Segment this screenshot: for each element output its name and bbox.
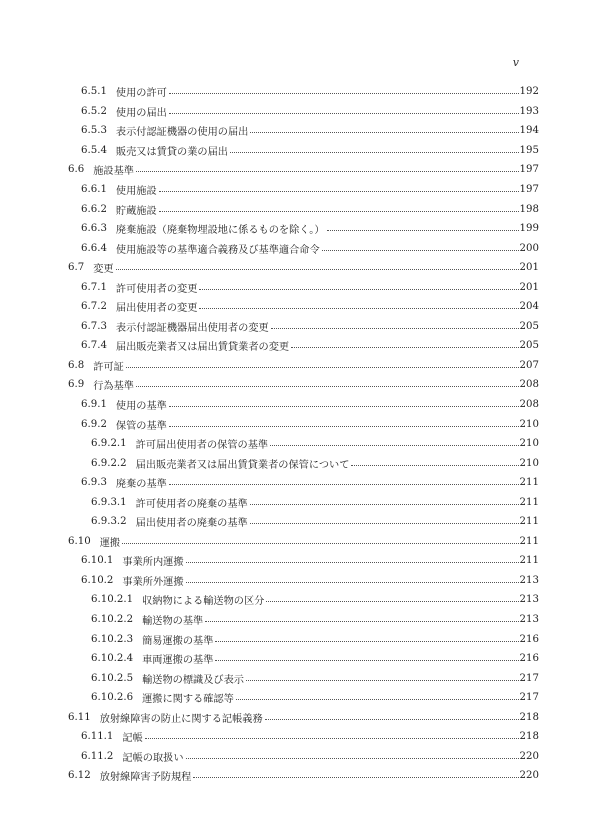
toc-entry-number: 6.12: [68, 770, 91, 782]
dot-leader: [199, 307, 518, 309]
toc-entry-number: 6.10.2: [81, 574, 114, 586]
toc-entry: [66, 590, 539, 610]
toc-entry: [66, 747, 539, 767]
toc-entry-number: 6.5.1: [81, 86, 107, 98]
toc-entry-title: 販売又は賃貸の業の届出: [115, 146, 228, 158]
toc-entry-page: 218: [519, 731, 539, 743]
toc-entry-title: 表示付認証機器届出使用者の変更: [115, 322, 269, 334]
toc-entry-title: 放射線障害予防規程: [99, 772, 192, 784]
toc-entry-title: 事業所内運搬: [122, 557, 184, 569]
toc-entry: [66, 336, 539, 356]
toc-entry-title: 記帳: [122, 733, 143, 745]
toc-entry-number: 6.6.1: [81, 184, 107, 195]
toc-entry-title: 届出使用者の変更: [115, 303, 198, 315]
toc-entry-page: 213: [519, 594, 539, 606]
toc-entry-page: 194: [519, 125, 539, 137]
toc-entry: [66, 629, 539, 649]
toc-entry-number: 6.7.4: [81, 340, 107, 352]
dot-leader: [230, 151, 519, 153]
dot-leader: [159, 190, 519, 192]
toc-entry-title: 廃棄の基準: [115, 479, 167, 491]
toc-entry-page: 210: [519, 438, 539, 450]
toc-entry-title: 使用施設等の基準適合義務及び基準適合命令: [115, 244, 320, 256]
toc-entry-page: 210: [519, 457, 539, 469]
toc-entry-number: 6.9.2.1: [91, 438, 127, 450]
dot-leader: [270, 444, 518, 446]
toc-entry: [66, 317, 539, 337]
toc-entry-number: 6.10.1: [81, 555, 114, 567]
toc-entry-title: 表示付認証機器の使用の届出: [115, 127, 249, 139]
dot-leader: [266, 600, 518, 602]
toc-entry: [66, 414, 539, 434]
toc-entry-number: 6.7.2: [81, 301, 107, 313]
toc-entry-title: 放射線障害の防止に関する記帳義務: [99, 713, 263, 725]
dot-leader: [122, 542, 518, 544]
toc-entry-page: 213: [519, 614, 539, 626]
dot-leader: [169, 425, 519, 427]
toc-entry-number: 6.10.2.2: [91, 614, 134, 626]
toc-entry-title: 運搬に関する確認等: [142, 694, 234, 706]
dot-leader: [250, 503, 519, 505]
toc-entry: [66, 82, 539, 102]
toc-entry-title: 届出使用者の廃棄の基準: [135, 518, 248, 530]
toc-entry: [66, 532, 539, 552]
toc-entry-title: 施設基準: [93, 166, 134, 178]
dot-leader: [169, 92, 519, 94]
dot-leader: [136, 170, 519, 172]
toc-entry-number: 6.7.3: [81, 320, 107, 332]
toc-entry-number: 6.7.1: [81, 281, 107, 293]
toc-entry-number: 6.9.2: [81, 418, 107, 430]
toc-entry-page: 201: [519, 262, 539, 274]
toc-entry: [66, 258, 539, 278]
toc-entry-number: 6.10: [68, 535, 91, 547]
toc-entry: [66, 297, 539, 317]
toc-entry-page: 213: [519, 574, 539, 586]
toc-entry-page: 217: [519, 692, 539, 704]
toc-entry-page: 193: [519, 105, 539, 117]
toc-entry-page: 208: [519, 399, 539, 411]
toc-entry-title: 輸送物の基準: [142, 616, 204, 628]
toc-entry-page: 220: [519, 750, 539, 762]
toc-entry-title: 車両運搬の基準: [142, 655, 214, 667]
toc-entry-title: 使用の基準: [115, 401, 167, 413]
toc-entry: [66, 434, 539, 454]
dot-leader: [327, 229, 519, 231]
dot-leader: [126, 366, 519, 368]
toc-entry-title: 記帳の取扱い: [122, 752, 184, 764]
toc-entry-number: 6.9.1: [81, 399, 107, 411]
toc-entry-title: 届出販売業者又は届出賃貸業者の変更: [115, 342, 290, 354]
dot-leader: [215, 640, 518, 642]
dot-leader: [215, 659, 518, 661]
toc-entry-number: 6.11: [68, 711, 91, 723]
toc-entry-page: 199: [519, 223, 539, 235]
toc-entry: [66, 160, 539, 180]
toc-entry-page: 211: [519, 555, 539, 567]
dot-leader: [145, 737, 519, 739]
dot-leader: [169, 112, 519, 114]
toc-entry: [66, 473, 539, 493]
toc-entry-title: 許可使用者の変更: [115, 283, 198, 295]
toc-entry-title: 廃棄施設（廃棄物埋設地に係るものを除く。）: [115, 225, 325, 237]
toc-entry-title: 使用の許可: [115, 88, 167, 100]
toc-entry: [66, 102, 539, 122]
toc-entry-number: 6.9.3.1: [91, 496, 127, 508]
toc-entry-page: 204: [519, 301, 539, 313]
toc-entry-number: 6.8: [68, 359, 85, 371]
toc-entry: [66, 688, 539, 708]
toc-entry-number: 6.10.2.4: [91, 653, 134, 665]
dot-leader: [265, 718, 519, 720]
toc-entry-number: 6.9.3: [81, 477, 107, 489]
toc-entry-page: 210: [519, 418, 539, 430]
toc-entry: [66, 375, 539, 395]
dot-leader: [351, 464, 518, 466]
toc-entry-number: 6.11.1: [81, 731, 114, 743]
toc-entry: [66, 610, 539, 630]
dot-leader: [116, 268, 519, 270]
toc-entry: [66, 492, 539, 512]
toc-entry: [66, 727, 539, 747]
toc-entry: [66, 356, 539, 376]
toc-entry-title: 許可使用者の廃棄の基準: [135, 498, 248, 510]
toc-entry-page: 220: [519, 770, 539, 782]
toc-entry: [66, 668, 539, 688]
toc-entry: [66, 571, 539, 591]
toc-entry-title: 輸送物の標識及び表示: [142, 674, 244, 686]
toc-entry-number: 6.6: [68, 164, 85, 176]
toc-entry-page: 192: [519, 86, 539, 98]
toc-entry: [66, 121, 539, 141]
toc-entry: [66, 277, 539, 297]
toc-entry-page: 211: [519, 535, 539, 547]
toc-entry-number: 6.6.4: [81, 242, 107, 254]
dot-leader: [159, 210, 519, 212]
toc-entry-page: 211: [519, 477, 539, 489]
toc-entry-number: 6.10.2.3: [91, 633, 134, 645]
toc-entry-title: 簡易運搬の基準: [142, 635, 214, 647]
toc-entry-title: 保管の基準: [115, 420, 167, 432]
toc-entry-number: 6.9.3.2: [91, 516, 127, 528]
toc-entry-number: 6.5.3: [81, 125, 107, 137]
toc-entry-page: 200: [519, 242, 539, 254]
toc-entry-title: 運搬: [99, 537, 121, 549]
toc-entry-number: 6.10.2.1: [91, 594, 134, 606]
toc-entry-number: 6.5.2: [81, 105, 107, 117]
toc-entry-number: 6.10.2.6: [91, 692, 134, 704]
toc-entry: [66, 512, 539, 532]
toc-entry-page: 216: [519, 653, 539, 665]
toc-entry-page: 197: [519, 184, 539, 195]
toc-entry-number: 6.9.2.2: [91, 457, 127, 469]
toc-entry-page: 198: [519, 203, 539, 215]
toc-entry-number: 6.5.4: [81, 144, 107, 156]
toc-entry-number: 6.11.2: [81, 750, 114, 762]
table-of-contents: [66, 82, 539, 786]
toc-entry-title: 変更: [93, 264, 114, 276]
toc-entry-title: 使用施設: [115, 186, 157, 197]
dot-leader: [186, 757, 519, 759]
dot-leader: [193, 776, 518, 778]
dot-leader: [199, 288, 518, 290]
toc-entry-page: 211: [519, 516, 539, 528]
toc-entry: [66, 238, 539, 258]
toc-entry-page: 201: [519, 281, 539, 293]
toc-entry-page: 218: [519, 711, 539, 723]
toc-entry: [66, 141, 539, 161]
dot-leader: [236, 698, 519, 700]
toc-entry-page: 216: [519, 633, 539, 645]
toc-entry-number: 6.7: [68, 262, 85, 274]
dot-leader: [186, 581, 519, 583]
toc-entry-title: 貯蔵施設: [115, 205, 157, 217]
toc-entry-page: 205: [519, 320, 539, 332]
page-number: v: [512, 56, 519, 69]
dot-leader: [322, 249, 519, 251]
toc-entry-title: 届出販売業者又は届出賃貸業者の保管について: [135, 459, 350, 471]
dot-leader: [246, 679, 519, 681]
dot-leader: [271, 327, 519, 329]
toc-entry: [66, 708, 539, 728]
dot-leader: [291, 346, 518, 348]
toc-entry-page: 195: [519, 144, 539, 156]
toc-entry-number: 6.6.2: [81, 203, 107, 215]
toc-entry-title: 使用の届出: [115, 107, 167, 119]
toc-entry-page: 207: [519, 359, 539, 371]
dot-leader: [205, 620, 518, 622]
toc-entry: [66, 453, 539, 473]
toc-entry-number: 6.6.3: [81, 223, 107, 235]
toc-entry: [66, 551, 539, 571]
toc-entry: [66, 649, 539, 669]
toc-entry-title: 許可届出使用者の保管の基準: [135, 440, 269, 452]
toc-entry-page: 205: [519, 340, 539, 352]
toc-entry-page: 208: [519, 379, 539, 391]
toc-entry: [66, 180, 539, 200]
toc-entry: [66, 766, 539, 786]
toc-entry-title: 収納物による輸送物の区分: [142, 596, 265, 608]
toc-entry-page: 197: [519, 164, 539, 176]
dot-leader: [169, 483, 519, 485]
toc-entry-title: 許可証: [93, 361, 124, 373]
dot-leader: [186, 561, 519, 563]
toc-entry: [66, 219, 539, 239]
dot-leader: [136, 385, 519, 387]
dot-leader: [250, 131, 518, 133]
toc-entry-page: 217: [519, 672, 539, 684]
toc-entry: [66, 395, 539, 415]
dot-leader: [250, 522, 519, 524]
toc-entry-number: 6.9: [68, 379, 85, 391]
toc-entry-number: 6.10.2.5: [91, 672, 134, 684]
toc-entry-page: 211: [519, 496, 539, 508]
dot-leader: [169, 405, 519, 407]
toc-entry-title: 事業所外運搬: [122, 576, 184, 588]
toc-entry: [66, 199, 539, 219]
toc-entry-title: 行為基準: [93, 381, 134, 393]
